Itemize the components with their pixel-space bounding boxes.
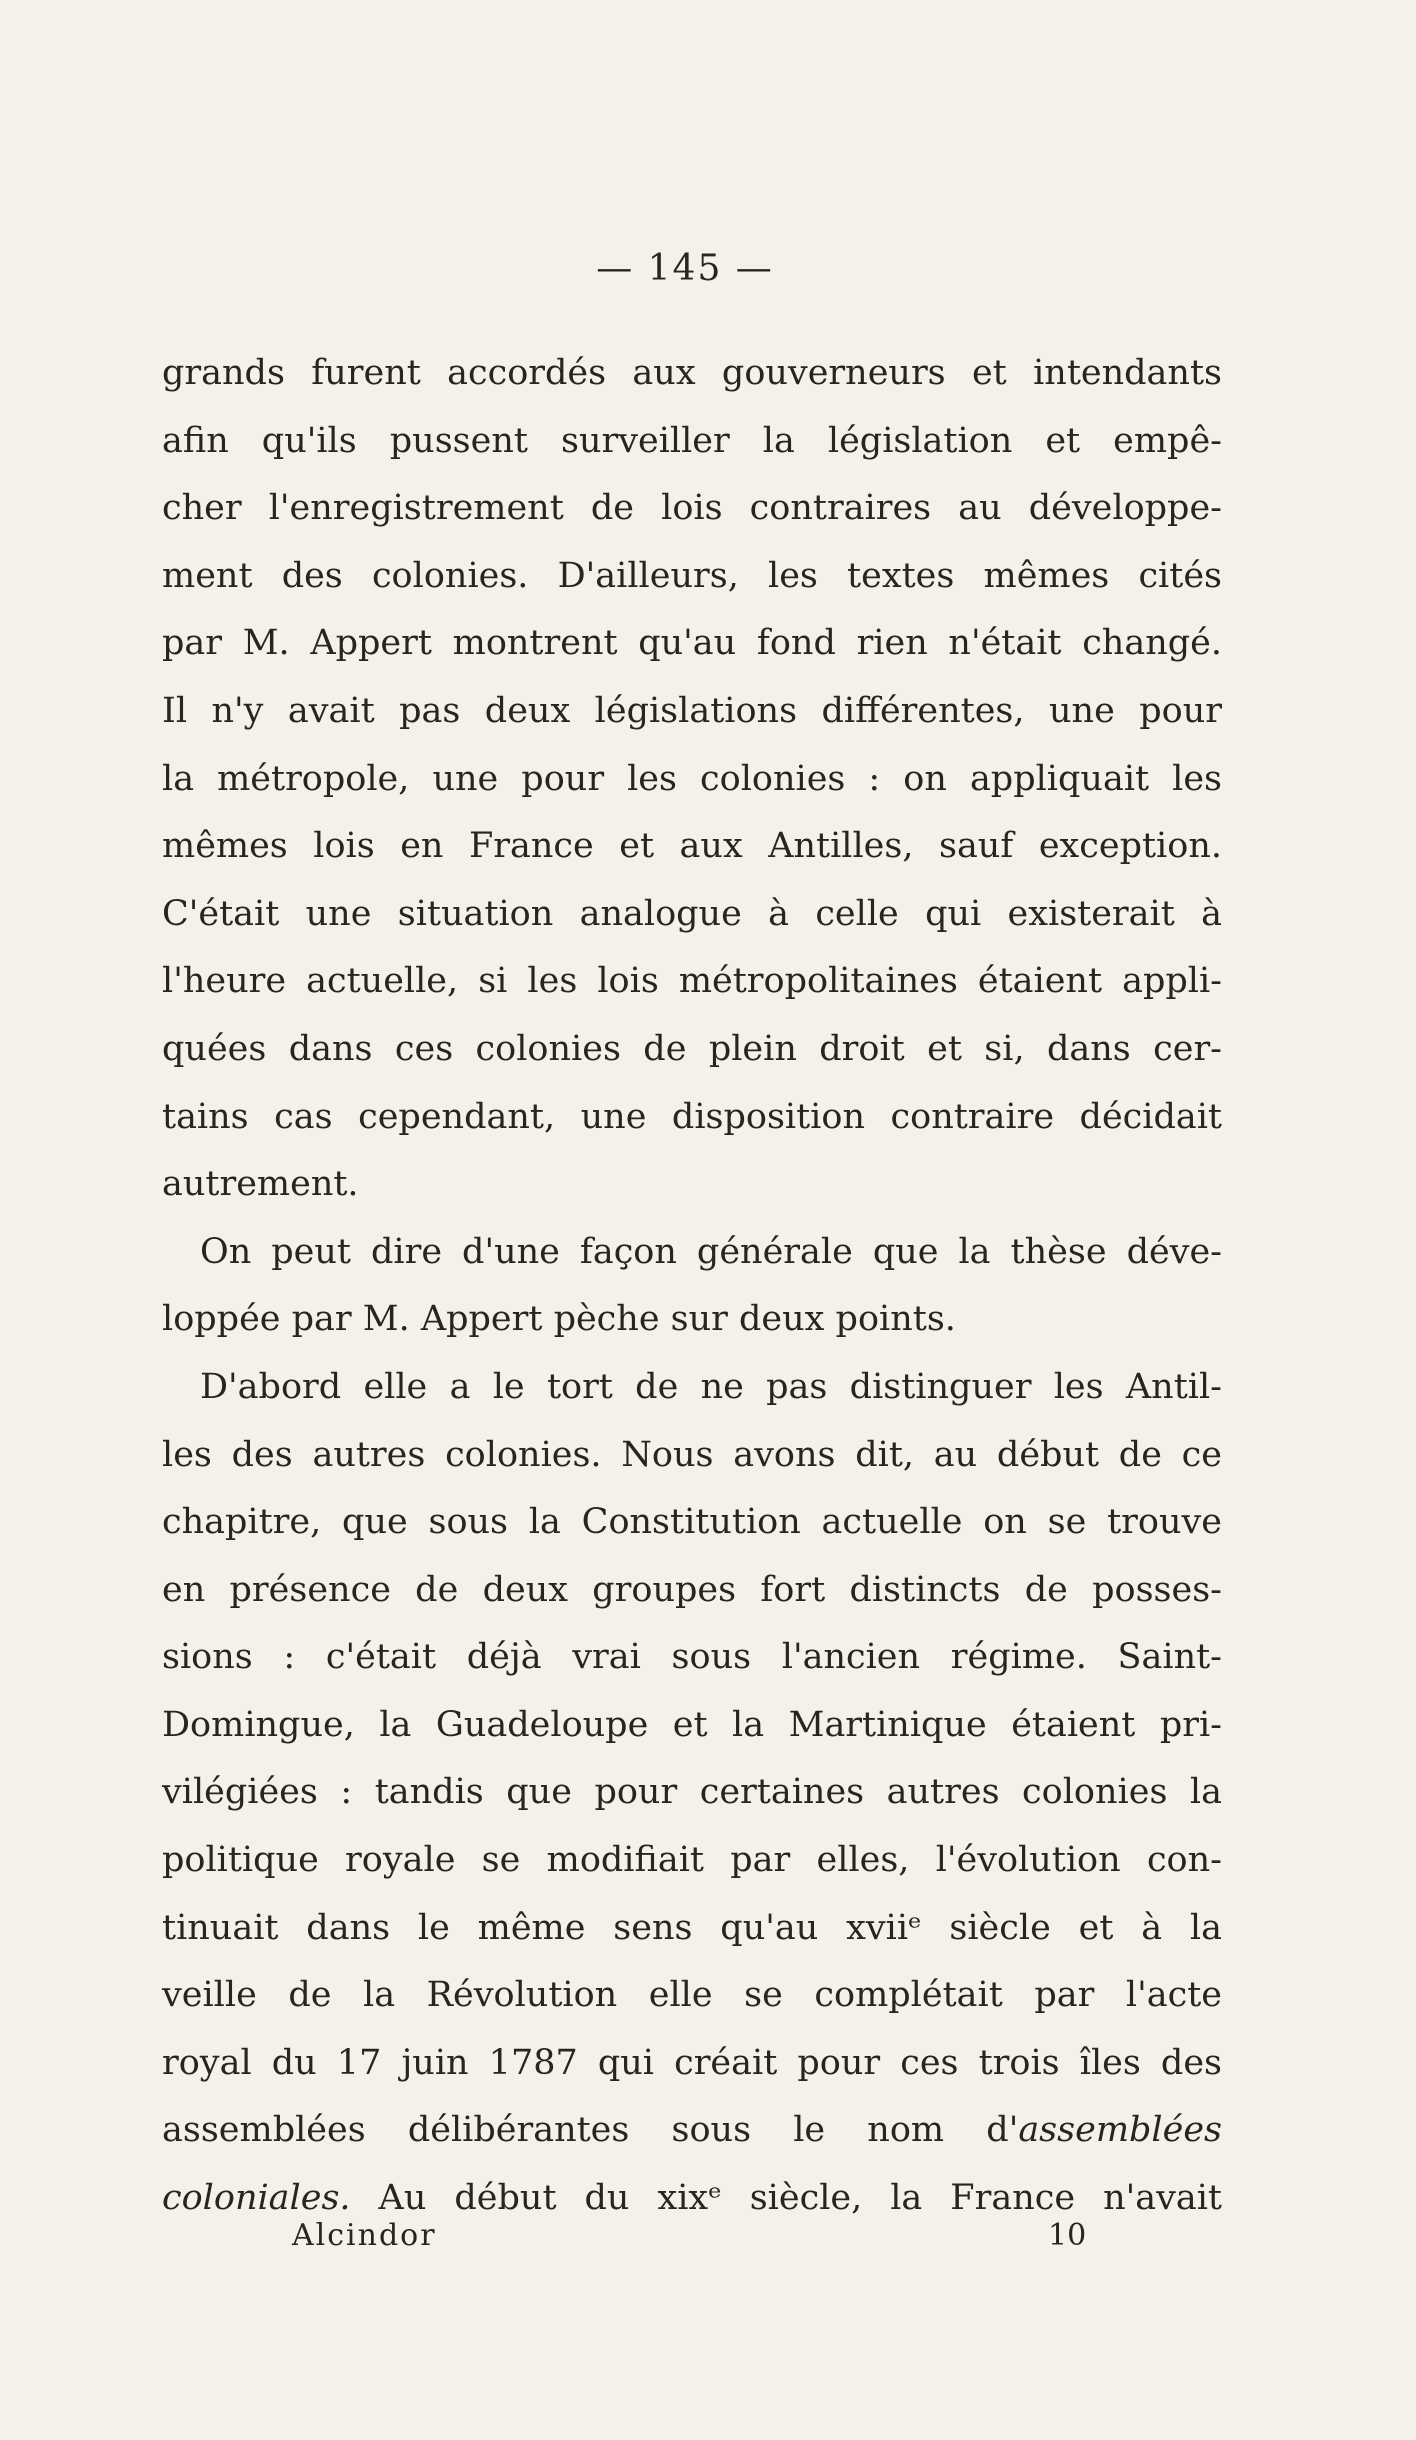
text-line: l'heure actuelle, si les lois métropolitaines étaient appli- [162,961,1222,1002]
page-number: — 145 — [596,248,774,289]
text-segment: assemblées délibérantes sous le nom d' [162,2110,1019,2151]
italic-term: assemblées [1018,2110,1222,2151]
italic-term: coloniales. [162,2178,351,2219]
footer-author: Alcindor [292,2218,437,2253]
text-line: grands furent accordés aux gouverneurs et intendants [162,353,1222,393]
text-line: royal du 17 juin 1787 qui créait pour ces trois îles des [162,2042,1222,2083]
text-line: la métropole, une pour les colonies : on appliquait les [162,758,1222,799]
text-line: autrement. [162,1164,359,1205]
text-line [162,2097,1222,2165]
text-line: C'était une situation analogue à celle qui existerait à [162,893,1222,934]
text-line: quées dans ces colonies de plein droit et si, dans cer- [162,1028,1222,1069]
text-line: afin qu'ils pussent surveiller la législation et empê- [162,420,1222,461]
text-line: en présence de deux groupes fort distincts de posses- [162,1569,1222,1610]
text-line: On peut dire d'une façon générale que la thèse déve- [200,1231,1222,1272]
text-line: Domingue, la Guadeloupe et la Martinique étaient pri- [162,1704,1222,1745]
text-line: politique royale se modifiait par elles, l'évolution con- [162,1840,1222,1881]
text-line: vilégiées : tandis que pour certaines autres colonies la [162,1772,1222,1813]
text-line: les des autres colonies. Nous avons dit, au début de ce [162,1434,1222,1475]
text-line: loppée par M. Appert pèche sur deux points. [162,1299,956,1340]
text-line: tinuait dans le même sens qu'au xviiᵉ siècle et à la [162,1907,1222,1948]
text-line: par M. Appert montrent qu'au fond rien n'était changé. [162,623,1222,664]
text-line: mêmes lois en France et aux Antilles, sauf exception. [162,826,1222,867]
text-line: veille de la Révolution elle se complétait par l'acte [162,1975,1222,2016]
text-line: sions : c'était déjà vrai sous l'ancien régime. Saint- [162,1637,1222,1678]
text-line: ment des colonies. D'ailleurs, les textes mêmes cités [162,555,1222,596]
body-text [162,340,1222,2233]
text-line: cher l'enregistrement de lois contraires au développe- [162,488,1222,529]
page-footer [0,2218,1416,2268]
text-line: Il n'y avait pas deux législations différentes, une pour [162,690,1222,731]
text-segment: Au début du xixᵉ siècle, la France n'avait [350,2178,1222,2219]
text-line: tains cas cependant, une disposition contraire décidait [162,1096,1222,1137]
footer-signature: 10 [1048,2218,1087,2253]
text-line: chapitre, que sous la Constitution actuelle on se trouve [162,1502,1222,1543]
text-line: D'abord elle a le tort de ne pas distinguer les Antil- [200,1366,1222,1407]
